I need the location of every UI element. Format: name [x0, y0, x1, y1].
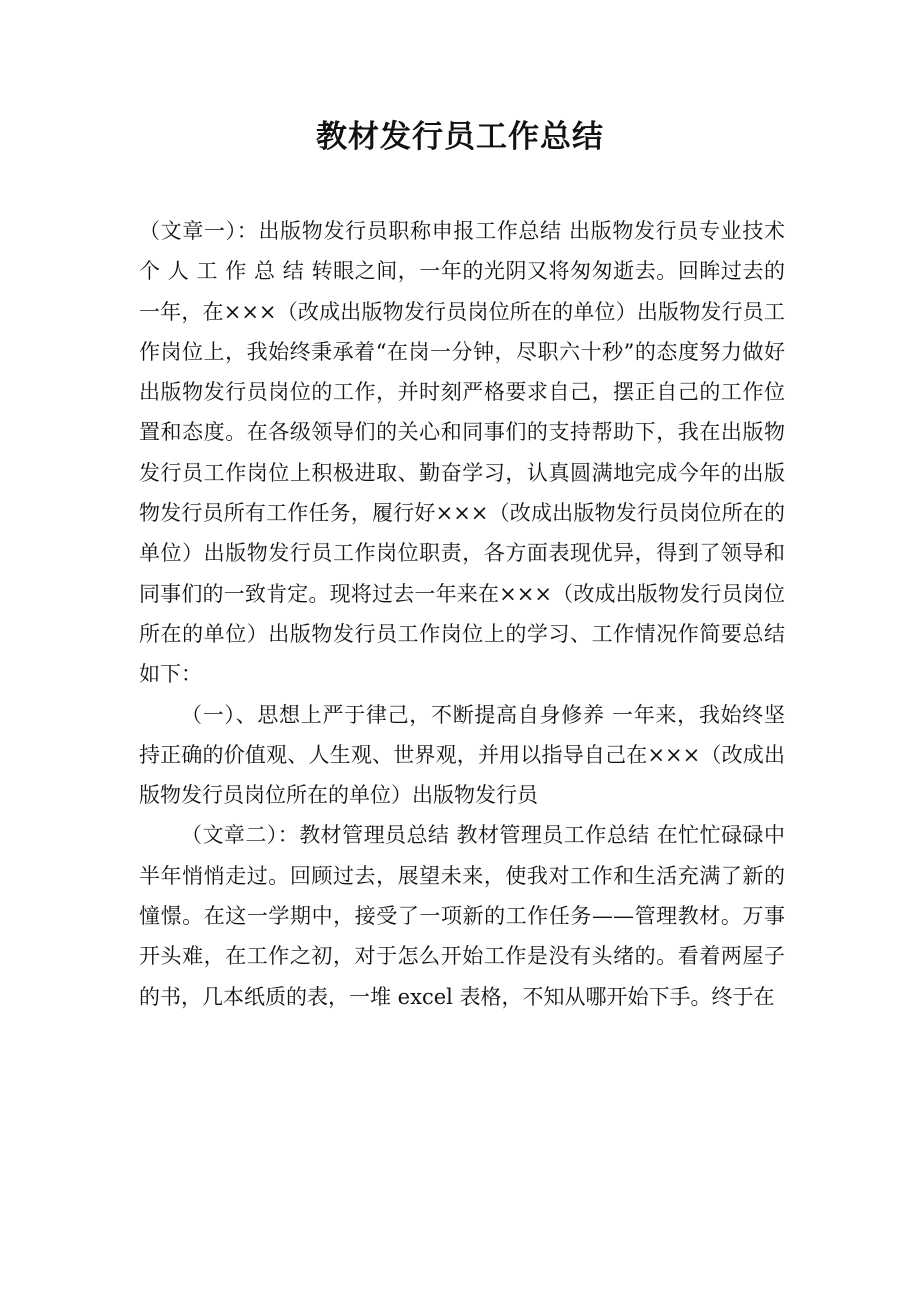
paragraph-article-two: （文章二）：教材管理员总结 教材管理员工作总结 在忙忙碌碌中半年悄悄走过。回顾过去，展望未来，使我对工作和生活充满了新的憧憬。在这一学期中，接受了一项新的工作任务——管理教材。万事开头难，在工作之初，对于怎么开始工作是没有头绪的。看着两屋子的书，几本纸质的表，一堆 excel 表格，不知从哪开始下手。终于在: [139, 823, 785, 1009]
paragraph-article-one: （文章一）：出版物发行员职称申报工作总结 出版物发行员专业技术个 人 工 作 总 结 转眼之间，一年的光阴又将匆匆逝去。回眸过去的一年，在×××（改成出版物发行员岗位所在的单位）出版物发行员工作岗位上，我始终秉承着“在岗一分钟，尽职六十秒”的态度努力做好出版物发行员岗位的工作，并时刻严格要求自己，摆正自己的工作位置和态度。在各级领导们的关心和同事们的支持帮助下，我在出版物发行员工作岗位上积极进取、勤奋学习，认真圆满地完成今年的出版物发行员所有工作任务，履行好×××（改成出版物发行员岗位所在的单位）出版物发行员工作岗位职责，各方面表现优异，得到了领导和同事们的一致肯定。现将过去一年来在×××（改成出版物发行员岗位所在的单位）出版物发行员工作岗位上的学习、工作情况作简要总结如下：: [139, 219, 785, 687]
document-body: [139, 211, 785, 1017]
document-title: 教材发行员工作总结: [316, 119, 604, 155]
paragraph-section-one: （一）、思想上严于律己，不断提高自身修养 一年来，我始终坚持正确的价值观、人生观、世界观，并用以指导自己在×××（改成出版物发行员岗位所在的单位）出版物发行员: [139, 702, 785, 808]
